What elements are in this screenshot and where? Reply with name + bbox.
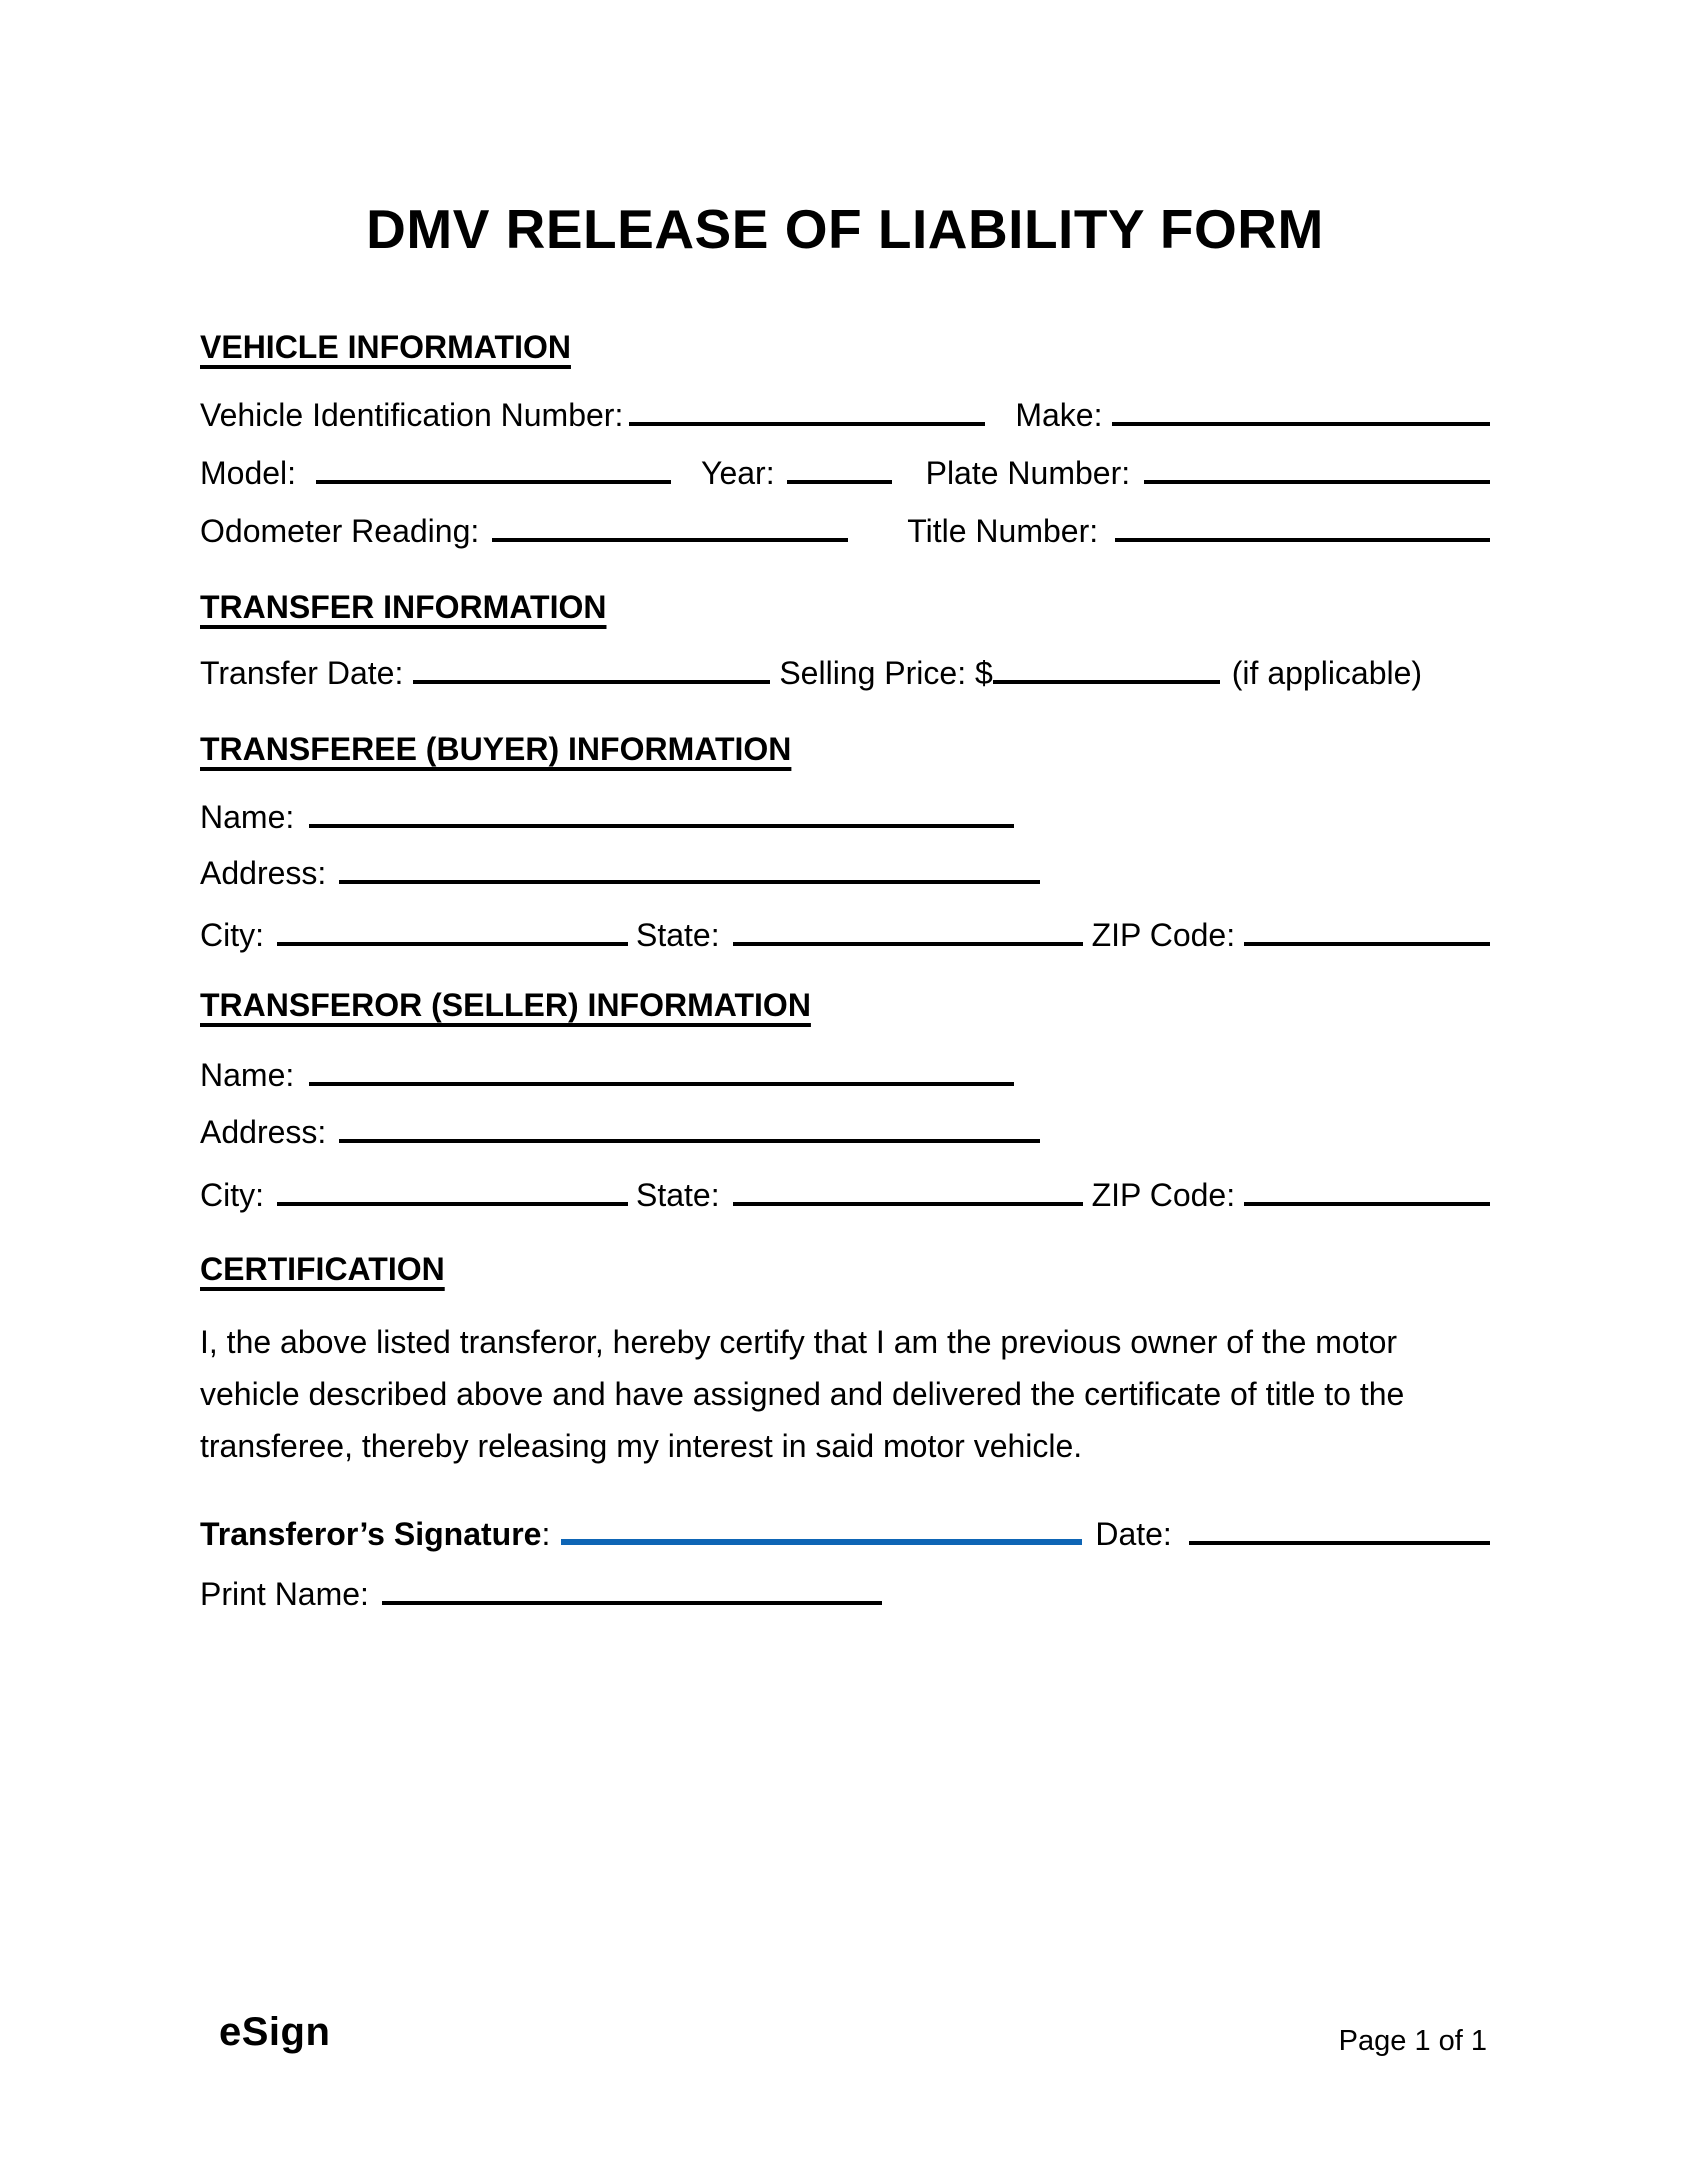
selling-price-label: Selling Price: $	[779, 655, 993, 692]
certification-line: vehicle described above and have assigned and delivered the certificate of title to the	[200, 1376, 1405, 1413]
seller-address-label: Address:	[200, 1114, 327, 1151]
esign-logo: eSign	[219, 2010, 331, 2054]
transfer-date-label: Transfer Date:	[200, 655, 404, 692]
buyer-address-field[interactable]	[339, 854, 1040, 884]
buyer-zip-label: ZIP Code:	[1091, 917, 1236, 954]
certification-line: I, the above listed transferor, hereby certify that I am the previous owner of the motor	[200, 1324, 1398, 1361]
buyer-name-label: Name:	[200, 799, 295, 836]
odometer-field[interactable]	[492, 512, 848, 542]
model-label: Model:	[200, 455, 297, 492]
form-content	[200, 0, 1490, 1616]
seller-city-state-zip-row	[200, 1173, 1490, 1217]
buyer-name-row	[200, 795, 1490, 839]
make-field[interactable]	[1112, 396, 1490, 426]
signature-row	[200, 1512, 1490, 1556]
print-name-row	[200, 1572, 1490, 1616]
plate-number-label: Plate Number:	[925, 455, 1131, 492]
model-field[interactable]	[316, 454, 671, 484]
seller-name-field[interactable]	[309, 1056, 1014, 1086]
seller-state-field[interactable]	[733, 1176, 1083, 1206]
vin-field[interactable]	[629, 396, 985, 426]
section-heading-transferee-information: TRANSFEREE (BUYER) INFORMATION	[200, 731, 792, 768]
seller-state-label: State:	[636, 1177, 720, 1214]
buyer-city-field[interactable]	[277, 916, 628, 946]
seller-zip-field[interactable]	[1244, 1176, 1490, 1206]
transfer-row-1	[200, 651, 1490, 695]
plate-number-field[interactable]	[1144, 454, 1490, 484]
transfer-date-field[interactable]	[413, 654, 770, 684]
print-name-label: Print Name:	[200, 1576, 369, 1613]
vehicle-row-3	[200, 509, 1490, 553]
signature-field[interactable]	[561, 1515, 1082, 1545]
date-label: Date:	[1095, 1516, 1172, 1553]
seller-address-field[interactable]	[339, 1113, 1040, 1143]
buyer-state-field[interactable]	[733, 916, 1083, 946]
print-name-field[interactable]	[382, 1575, 882, 1605]
buyer-address-label: Address:	[200, 855, 327, 892]
vin-label: Vehicle Identification Number:	[200, 397, 624, 434]
buyer-name-field[interactable]	[309, 798, 1014, 828]
year-field[interactable]	[787, 454, 892, 484]
title-number-label: Title Number:	[907, 513, 1099, 550]
title-number-field[interactable]	[1115, 512, 1490, 542]
transferor-signature-colon: :	[541, 1516, 551, 1553]
page-indicator: Page 1 of 1	[1338, 2025, 1487, 2057]
buyer-address-row	[200, 851, 1490, 895]
buyer-zip-field[interactable]	[1244, 916, 1490, 946]
seller-zip-label: ZIP Code:	[1091, 1177, 1236, 1214]
seller-city-field[interactable]	[277, 1176, 628, 1206]
section-heading-certification: CERTIFICATION	[200, 1251, 445, 1288]
certification-line: transferee, thereby releasing my interest in said motor vehicle.	[200, 1428, 1083, 1465]
seller-name-row	[200, 1053, 1490, 1097]
date-field[interactable]	[1189, 1515, 1490, 1545]
buyer-city-state-zip-row	[200, 913, 1490, 957]
transferor-signature-label: Transferor’s Signature	[200, 1516, 542, 1553]
section-heading-transferor-information: TRANSFEROR (SELLER) INFORMATION	[200, 987, 811, 1024]
page-title: DMV RELEASE OF LIABILITY FORM	[366, 198, 1324, 260]
if-applicable-note: (if applicable)	[1231, 655, 1423, 692]
vehicle-row-2	[200, 451, 1490, 495]
section-heading-vehicle-information: VEHICLE INFORMATION	[200, 329, 571, 366]
year-label: Year:	[701, 455, 775, 492]
selling-price-field[interactable]	[993, 654, 1220, 684]
section-heading-transfer-information: TRANSFER INFORMATION	[200, 589, 607, 626]
certification-paragraph	[200, 1316, 1490, 1472]
buyer-state-label: State:	[636, 917, 720, 954]
buyer-city-label: City:	[200, 917, 264, 954]
make-label: Make:	[1015, 397, 1103, 434]
odometer-label: Odometer Reading:	[200, 513, 480, 550]
vehicle-row-1	[200, 393, 1490, 437]
seller-name-label: Name:	[200, 1057, 295, 1094]
seller-address-row	[200, 1110, 1490, 1154]
seller-city-label: City:	[200, 1177, 264, 1214]
